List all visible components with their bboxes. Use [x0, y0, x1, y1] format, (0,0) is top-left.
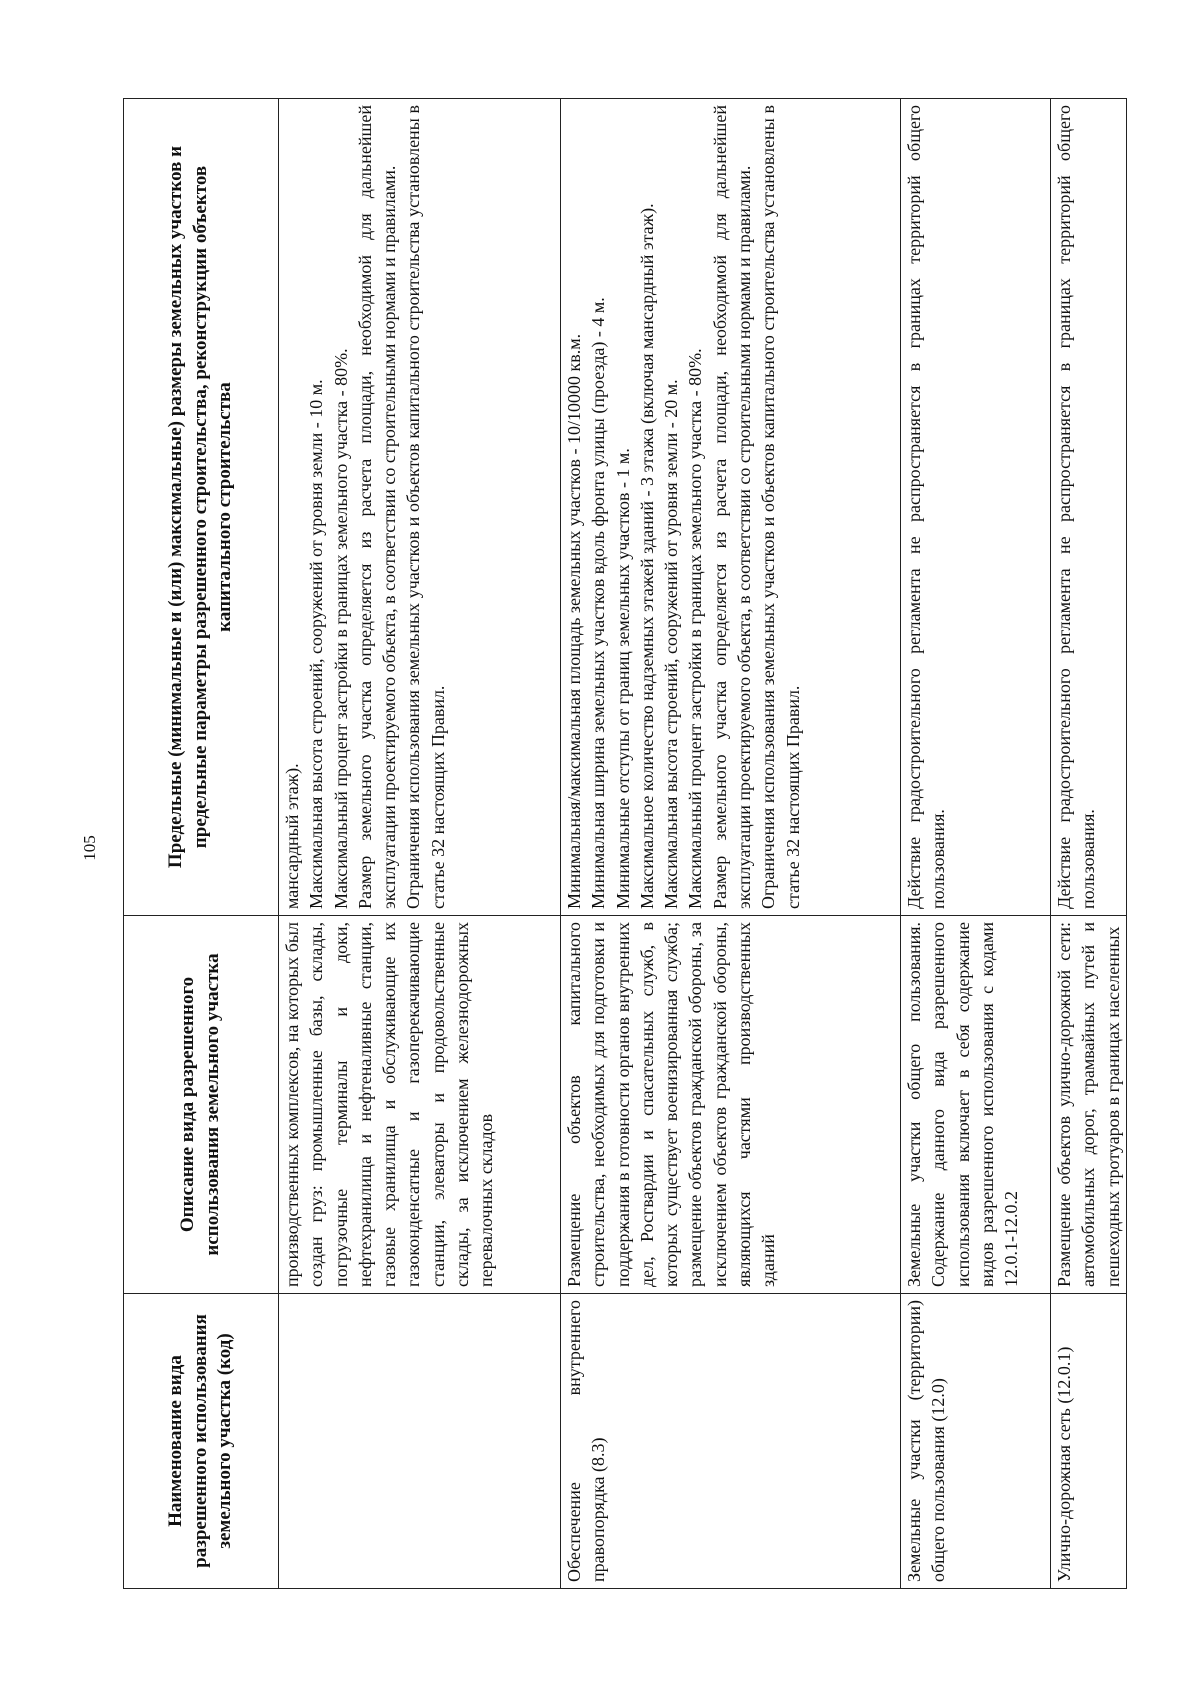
cell-description: производственных комплексов, на которых был создан груз: промышленные базы, склады, погрузочные терминалы и доки, нефтехранилища и нефтеналивные станции, газовые хранилища и обслуживающие их газоконденсатные и газоперекачивающие станции, элеваторы и продовольственные склады, за исключением железнодорожных перевалочных складов — [279, 916, 561, 1294]
param-line: Размер земельного участка определяется из расчета площади, необходимой для дальнейшей эксплуатации проектируемого объекта, в соответствии со строительными нормами и правилами. — [709, 105, 755, 909]
param-line: Размер земельного участка определяется из расчета площади, необходимой для дальнейшей эксплуатации проектируемого объекта, в соответствии со строительными нормами и правилами. — [354, 105, 400, 909]
cell-description: Размещение объектов капитального строительства, необходимых для подготовки и поддержания в готовности органов внутренних дел, Росгвардии и спасательных служб, в которых существует военизированная служба; размещение объектов гражданской обороны, за исключением объектов гражданской обороны, являющихся частями производственных зданий — [561, 916, 901, 1294]
cell-params — [561, 99, 901, 916]
cell-description: Земельные участки общего пользования. Содержание данного вида разрешенного использования включает в себя содержание видов разрешенного использования с кодами 12.0.1-12.0.2 — [901, 916, 1051, 1294]
param-line: Максимальное количество надземных этажей зданий - 3 этажа (включая мансардный этаж). — [636, 203, 657, 909]
header-description: Описание вида разрешенного использования земельного участка — [124, 916, 279, 1294]
param-line: Минимальная/максимальная площадь земельных участков - 10/10000 кв.м. — [564, 333, 584, 909]
param-line: Ограничения использования земельных участков и объектов капитального строительства установлены в статье 32 настоящих Правил. — [403, 105, 448, 909]
rotated-table-container — [123, 99, 1123, 1589]
cell-name: Улично-дорожная сеть (12.0.1) — [1051, 1294, 1127, 1589]
table-row — [279, 99, 561, 1589]
cell-params — [279, 99, 561, 916]
cell-params — [1051, 99, 1127, 916]
regulation-table — [123, 98, 1127, 1589]
param-line: Максимальная высота строений, сооружений от уровня земли - 10 м. — [306, 379, 327, 909]
param-line: Ограничения использования земельных участков и объектов капитального строительства установлены в статье 32 настоящих Правил. — [758, 105, 803, 909]
table-row — [561, 99, 901, 1589]
header-params: Предельные (минимальные и (или) максимальные) размеры земельных участков и предельные параметры разрешенного строительства, реконструкции объектов капитального строительства — [124, 99, 279, 916]
table-row — [901, 99, 1051, 1589]
cell-name: Обеспечение внутреннего правопорядка (8.3) — [561, 1294, 901, 1589]
table-row — [1051, 99, 1127, 1589]
param-line: Минимальная ширина земельных участков вдоль фронта улицы (проезда) - 4 м. — [588, 297, 609, 909]
header-row — [124, 99, 279, 1589]
param-line: Максимальный процент застройки в границах земельного участка - 80%. — [330, 348, 351, 909]
header-name: Наименование вида разрешенного использования земельного участка (код) — [124, 1294, 279, 1589]
param-line: Минимальные отступы от границ земельных участков - 1 м. — [612, 448, 633, 909]
cell-name: Земельные участки (территории) общего пользования (12.0) — [901, 1294, 1051, 1589]
cell-params — [901, 99, 1051, 916]
param-line: Максимальный процент застройки в границах земельного участка - 80%. — [685, 348, 706, 909]
page-number: 105 — [80, 835, 99, 861]
cell-description: Размещение объектов улично-дорожной сети: автомобильных дорог, трамвайных путей и пешеходных тротуаров в границах населенных — [1051, 916, 1127, 1294]
param-line: Максимальная высота строений, сооружений от уровня земли - 20 м. — [661, 379, 682, 909]
param-line: Действие градостроительного регламента не распространяется в границах территорий общего пользования. — [904, 105, 949, 909]
param-line: мансардный этаж). — [282, 763, 302, 909]
cell-name — [279, 1294, 561, 1589]
param-line: Действие градостроительного регламента не распространяется в границах территорий общего пользования. — [1054, 105, 1099, 909]
